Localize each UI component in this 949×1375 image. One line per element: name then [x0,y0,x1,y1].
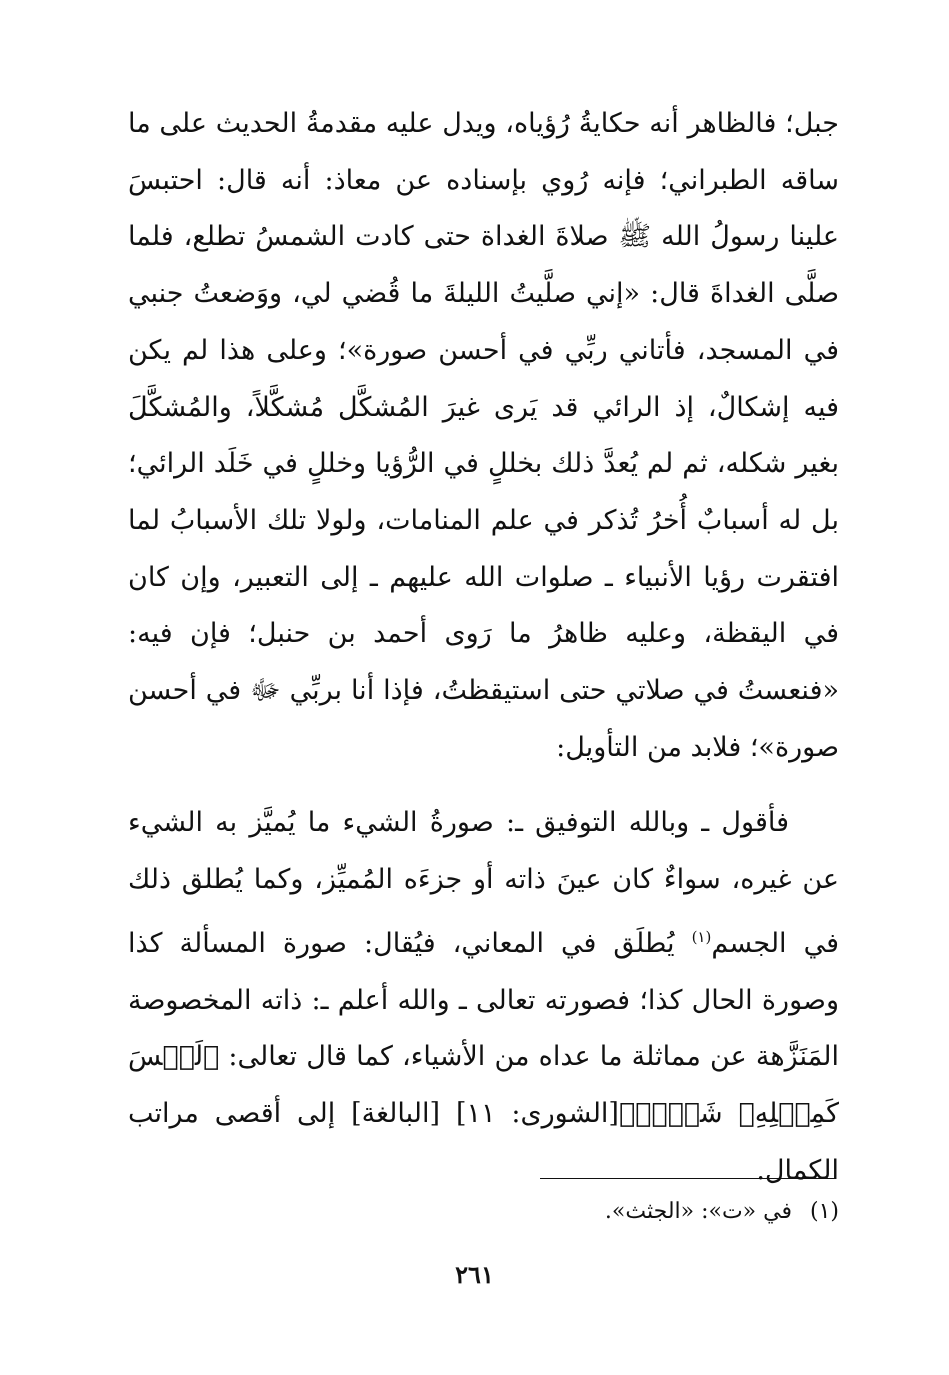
footnote-divider [540,1178,836,1179]
page-number: ٢٦١ [455,1260,494,1289]
paragraph-2-part-1: فأقول ـ وبالله التوفيق ـ: صورةُ الشيء ما يُميَّز به الشيء عن غيره، سواءٌ كان عينَ ذاته أو جزءَه المُميِّز، وكما يُطلق ذلك في الجسم [128,807,839,959]
paragraph-2-part-2: يُطلَق في المعاني، فيُقال: صورة المسألة كذا وصورة الحال كذا؛ فصورته تعالى ـ والله أعلم ـ: ذاته المخصوصة المَنَزَّهة عن مماثلة ما عداه من الأشياء، كما قال تعالى: ﴿لَيۡسَ كَمِثۡلِهِۦ شَيۡءٞ﴾[الشورى: ١١] [البالغة] إلى أقصى مراتب الكمال. [128,927,839,1186]
footnote-reference: (١) [691,927,712,946]
paragraph-1: جبل؛ فالظاهر أنه حكايةُ رُؤياه، ويدل عليه مقدمةُ الحديث على ما ساقه الطبراني؛ فإنه رُوي بإسناده عن معاذ: أنه قال: احتبسَ علينا رسولُ الله ﷺ صلاةَ الغداة حتى كادت الشمسُ تطلع، فلما صلَّى الغداةَ قال: «إني صلَّيتُ الليلةَ ما قُضي لي، ووَضعتُ جنبي في المسجد، فأتاني ربِّي في أحسن صورة»؛ وعلى هذا لم يكن فيه إشكالٌ، إذ الرائي قد يَرى غيرَ المُشكَّل مُشكَّلاً، والمُشكَّلَ بغير شكله، ثم لم يُعدَّ ذلك بخللٍ في الرُّؤيا وخللٍ في خَلَد الرائي؛ بل له أسبابٌ أُخرُ تُذكر في علم المنامات، ولولا تلك الأسبابُ لما افتقرت رؤيا الأنبياء ـ صلوات الله عليهم ـ إلى التعبير، وإن كان في اليقظة، وعليه ظاهرُ ما رَوى أحمد بن حنبل؛ فإن فيه: «فنعستُ في صلاتي حتى استيقظتُ، فإذا أنا بربِّي ﷻ في أحسن صورة»؛ فلابد من التأويل: [128,108,839,763]
main-text [128,96,839,1199]
footnote-number: (١) [809,1199,839,1224]
paragraph-2 [128,795,839,1199]
footnote [128,1195,839,1229]
footnote-text: في «ت»: «الجثث». [604,1199,792,1224]
